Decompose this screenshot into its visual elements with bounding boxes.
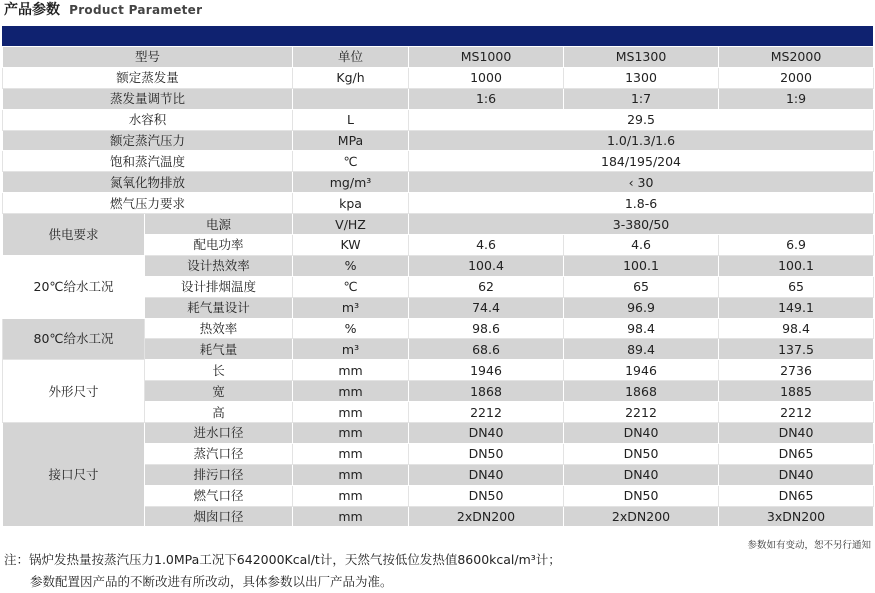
parameter-table	[2, 46, 874, 527]
title-chinese: 产品参数	[4, 2, 60, 18]
row-unit: mm	[293, 360, 409, 381]
value-cell: 1885	[719, 381, 874, 402]
value-cell: 89.4	[564, 339, 719, 360]
value-cell: DN40	[719, 423, 874, 444]
value-cell: 4.6	[409, 235, 564, 256]
value-cell: 65	[719, 276, 874, 297]
value-cell: 100.1	[564, 255, 719, 276]
footnote-line-2: 参数配置因产品的不断改进有所改动，具体参数以出厂产品为准。	[30, 574, 393, 589]
footnote	[4, 549, 561, 593]
row-unit: mm	[293, 423, 409, 444]
row-unit: mm	[293, 506, 409, 527]
row-label: 燃气口径	[145, 485, 293, 506]
group-label-text: 20℃给水工况	[33, 279, 114, 295]
row-unit: %	[293, 318, 409, 339]
row-label: 设计热效率	[145, 255, 293, 276]
table-row	[3, 318, 874, 339]
value-cell: 6.9	[719, 235, 874, 256]
value-cell-merged: 1.0/1.3/1.6	[409, 130, 874, 151]
value-cell: DN65	[719, 443, 874, 464]
value-cell: DN50	[409, 443, 564, 464]
table-row	[3, 130, 874, 151]
row-label: 燃气压力要求	[3, 193, 293, 214]
value-cell: 100.4	[409, 255, 564, 276]
value-cell: 137.5	[719, 339, 874, 360]
group-label-text: 外形尺寸	[48, 383, 99, 399]
group-label	[3, 318, 145, 360]
value-cell: 4.6	[564, 235, 719, 256]
row-unit: mm	[293, 443, 409, 464]
header-cell-ms1000: MS1000	[409, 47, 564, 68]
value-cell: 2212	[564, 402, 719, 423]
table-row	[3, 214, 874, 235]
row-unit: ℃	[293, 276, 409, 297]
value-cell-merged: 1.8-6	[409, 193, 874, 214]
row-label: 烟囱口径	[145, 506, 293, 527]
value-cell: 3xDN200	[719, 506, 874, 527]
row-unit: mg/m³	[293, 172, 409, 193]
row-unit: V/HZ	[293, 214, 409, 235]
group-label-text: 80℃给水工况	[33, 331, 114, 347]
table-row	[3, 88, 874, 109]
value-cell-merged: 184/195/204	[409, 151, 874, 172]
row-unit: ℃	[293, 151, 409, 172]
header-cell-unit: 单位	[293, 47, 409, 68]
row-label: 长	[145, 360, 293, 381]
row-unit: mm	[293, 485, 409, 506]
value-cell: 1:7	[564, 88, 719, 109]
change-notice: 参数如有变动，恕不另行通知	[747, 540, 871, 551]
value-cell: DN40	[409, 423, 564, 444]
table-row	[3, 47, 874, 68]
value-cell: 98.4	[719, 318, 874, 339]
row-label: 高	[145, 402, 293, 423]
header-bar	[2, 26, 873, 46]
row-unit: MPa	[293, 130, 409, 151]
table-row	[3, 423, 874, 444]
value-cell-merged: 29.5	[409, 109, 874, 130]
group-label	[3, 360, 145, 423]
table-row	[3, 193, 874, 214]
row-unit: m³	[293, 297, 409, 318]
value-cell: 149.1	[719, 297, 874, 318]
title-english: Product Parameter	[69, 3, 203, 17]
row-unit: %	[293, 255, 409, 276]
row-label: 排污口径	[145, 464, 293, 485]
row-label: 水容积	[3, 109, 293, 130]
value-cell: DN40	[409, 464, 564, 485]
row-unit: mm	[293, 381, 409, 402]
value-cell: 1:6	[409, 88, 564, 109]
header-cell-ms2000: MS2000	[719, 47, 874, 68]
row-label: 进水口径	[145, 423, 293, 444]
row-label: 热效率	[145, 318, 293, 339]
value-cell: DN50	[564, 485, 719, 506]
row-label: 额定蒸汽压力	[3, 130, 293, 151]
row-label: 氮氧化物排放	[3, 172, 293, 193]
value-cell: 62	[409, 276, 564, 297]
footnote-line-1: 注：锅炉发热量按蒸汽压力1.0MPa工况下642000Kcal/t计，天然气按低位发热值8600kcal/m³计；	[4, 552, 561, 567]
value-cell: 2000	[719, 67, 874, 88]
group-label	[3, 423, 145, 527]
row-label: 饱和蒸汽温度	[3, 151, 293, 172]
value-cell: 1946	[409, 360, 564, 381]
value-cell: DN40	[564, 464, 719, 485]
value-cell: 1:9	[719, 88, 874, 109]
value-cell: 68.6	[409, 339, 564, 360]
row-label: 蒸发量调节比	[3, 88, 293, 109]
header-cell-model: 型号	[3, 47, 293, 68]
value-cell: 100.1	[719, 255, 874, 276]
table-row	[3, 172, 874, 193]
value-cell: 98.4	[564, 318, 719, 339]
row-label: 电源	[145, 214, 293, 235]
row-unit: KW	[293, 235, 409, 256]
value-cell: 74.4	[409, 297, 564, 318]
header-cell-ms1300: MS1300	[564, 47, 719, 68]
group-label-text: 供电要求	[48, 227, 99, 243]
value-cell: 2xDN200	[564, 506, 719, 527]
value-cell: 1000	[409, 67, 564, 88]
value-cell: DN65	[719, 485, 874, 506]
value-cell: 1868	[564, 381, 719, 402]
row-label: 宽	[145, 381, 293, 402]
group-label	[3, 255, 145, 318]
value-cell-merged: 3-380/50	[409, 214, 874, 235]
row-label: 耗气量设计	[145, 297, 293, 318]
value-cell: 96.9	[564, 297, 719, 318]
table-row	[3, 67, 874, 88]
value-cell: 1868	[409, 381, 564, 402]
value-cell: DN50	[409, 485, 564, 506]
value-cell: 1946	[564, 360, 719, 381]
row-label: 耗气量	[145, 339, 293, 360]
value-cell: 1300	[564, 67, 719, 88]
row-label: 设计排烟温度	[145, 276, 293, 297]
group-label-text: 接口尺寸	[48, 467, 99, 483]
row-label: 额定蒸发量	[3, 67, 293, 88]
table-row	[3, 109, 874, 130]
table-row	[3, 255, 874, 276]
row-unit: m³	[293, 339, 409, 360]
value-cell: DN40	[719, 464, 874, 485]
value-cell: 2xDN200	[409, 506, 564, 527]
value-cell: DN50	[564, 443, 719, 464]
row-unit: mm	[293, 464, 409, 485]
row-unit: L	[293, 109, 409, 130]
value-cell: 2212	[719, 402, 874, 423]
value-cell: 2212	[409, 402, 564, 423]
group-label	[3, 214, 145, 256]
row-unit: Kg/h	[293, 67, 409, 88]
row-label: 蒸汽口径	[145, 443, 293, 464]
row-unit: kpa	[293, 193, 409, 214]
page-title	[4, 0, 202, 18]
value-cell-merged: ‹ 30	[409, 172, 874, 193]
table-row	[3, 360, 874, 381]
value-cell: 2736	[719, 360, 874, 381]
value-cell: 65	[564, 276, 719, 297]
row-unit	[293, 88, 409, 109]
value-cell: 98.6	[409, 318, 564, 339]
row-unit: mm	[293, 402, 409, 423]
table-row	[3, 151, 874, 172]
value-cell: DN40	[564, 423, 719, 444]
row-label: 配电功率	[145, 235, 293, 256]
